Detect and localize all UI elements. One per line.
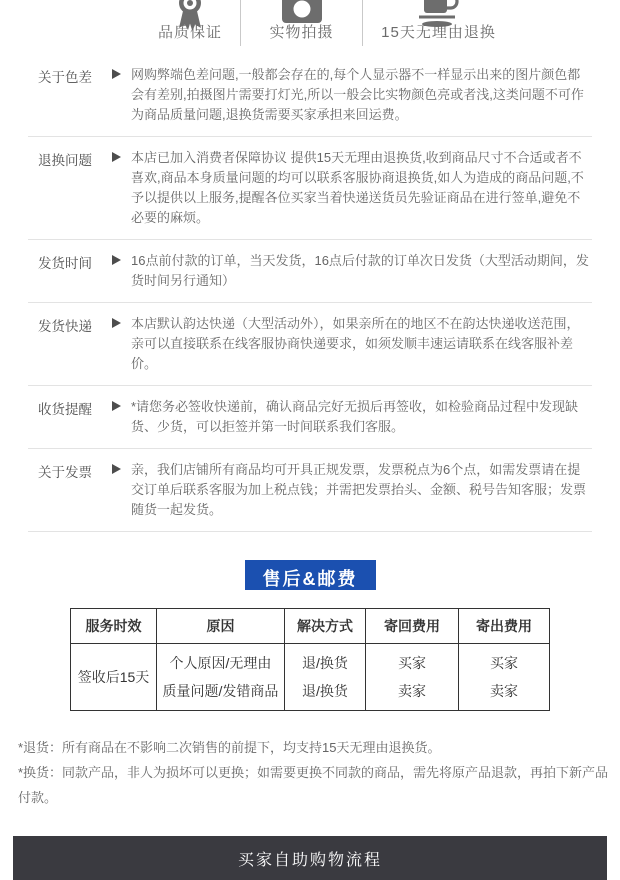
- cell-send-fee-1: 买家: [490, 655, 518, 671]
- cell-send-fee-2: 卖家: [490, 683, 518, 699]
- info-block-shipping-time: [28, 240, 592, 303]
- table-header-solution: 解决方式: [285, 609, 366, 644]
- cell-solution-1: 退/换货: [302, 655, 348, 671]
- note-exchange: *换货：同款产品，非人为损坏可以更换；如需要更换不同款的商品，需先将原产品退款，再拍下新产品付款。: [18, 765, 609, 805]
- info-block-label: 发货快递: [38, 319, 92, 334]
- aftersale-postage-header: 售后&邮费: [245, 560, 376, 590]
- info-block-text: 本店默认韵达快递（大型活动外），如果亲所在的地区不在韵达快递收送范围，亲可以直接联系在线客服协商快递要求，如须发顺丰速运请联系在线客服补差价。: [131, 316, 580, 371]
- arrow-icon: [112, 69, 121, 79]
- aftersale-table: [70, 608, 550, 711]
- feature-photo-label: 实物拍摄: [269, 24, 334, 41]
- notes: [18, 735, 610, 810]
- cell-reason-2: 质量问题/发错商品: [162, 683, 279, 699]
- feature-photo: [240, 0, 362, 46]
- coffee-cup-icon: [416, 0, 462, 19]
- info-block-label: 关于发票: [38, 465, 92, 480]
- info-block-color-difference: [28, 54, 592, 137]
- info-block-label: 发货时间: [38, 256, 92, 271]
- table-header-return-fee: 寄回费用: [366, 609, 459, 644]
- info-block-text: 16点前付款的订单，当天发货，16点后付款的订单次日发货（大型活动期间，发货时间另行通知）: [131, 253, 589, 288]
- table-body-row: [71, 644, 550, 711]
- feature-return: [362, 0, 514, 46]
- camera-icon: [280, 0, 324, 19]
- note-return: *退货：所有商品在不影响二次销售的前提下，均支持15天无理由退换货。: [18, 740, 441, 755]
- info-block-label: 收货提醒: [38, 402, 92, 417]
- arrow-icon: [112, 318, 121, 328]
- footer-bar: [13, 836, 607, 880]
- table-header-send-fee: 寄出费用: [459, 609, 550, 644]
- cell-timeframe: 签收后15天: [71, 644, 157, 711]
- feature-strip: [140, 0, 620, 46]
- info-block-text: 本店已加入消费者保障协议 提供15天无理由退换货,收到商品尺寸不合适或者不喜欢,商品本身质量问题的均可以联系客服协商退换货,如人为造成的商品问题,不予以提供以上服务,提醒各位买家当着快递送货员先验证商品在进行签单,避免不必要的麻烦。: [131, 150, 584, 225]
- cell-reason-1: 个人原因/无理由: [169, 655, 272, 671]
- cell-return-fee-1: 买家: [398, 655, 426, 671]
- medal-icon: [175, 0, 205, 19]
- feature-quality: [140, 0, 240, 46]
- feature-quality-label: 品质保证: [157, 24, 222, 41]
- info-block-text: 网购弊端色差问题,一般都会存在的,每个人显示器不一样显示出来的图片颜色都会有差别,拍摄图片需要打灯光,所以一般会比实物颜色亮或者浅,这类问题不可作为商品质量问题,退换货需要买家承担来回运费。: [131, 67, 584, 122]
- info-block-return-policy: [28, 137, 592, 240]
- arrow-icon: [112, 401, 121, 411]
- info-block-text: *请您务必签收快递前，确认商品完好无损后再签收，如检验商品过程中发现缺货、少货，可以拒签并第一时间联系我们客服。: [131, 399, 579, 434]
- table-header-reason: 原因: [157, 609, 285, 644]
- info-block-label: 退换问题: [38, 153, 92, 168]
- arrow-icon: [112, 152, 121, 162]
- cell-return-fee-2: 卖家: [398, 683, 426, 699]
- info-block-invoice: [28, 449, 592, 532]
- info-blocks: [28, 54, 592, 532]
- arrow-icon: [112, 255, 121, 265]
- table-header-timeframe: 服务时效: [71, 609, 157, 644]
- table-header-row: [71, 609, 550, 644]
- cell-solution-2: 退/换货: [302, 683, 348, 699]
- cell-reason: [157, 644, 285, 711]
- info-block-text: 亲，我们店铺所有商品均可开具正规发票，发票税点为6个点，如需发票请在提交订单后联系客服为加上税点钱；并需把发票抬头、金额、税号告知客服；发票随货一起发货。: [131, 462, 587, 517]
- cell-solution: [285, 644, 366, 711]
- info-block-label: 关于色差: [38, 70, 92, 85]
- cell-send-fee: [459, 644, 550, 711]
- cell-return-fee: [366, 644, 459, 711]
- arrow-icon: [112, 464, 121, 474]
- feature-return-label: 15天无理由退换: [381, 24, 496, 41]
- info-block-receipt-reminder: [28, 386, 592, 449]
- footer-bar-title: 买家自助购物流程: [237, 851, 382, 869]
- info-block-shipping-courier: [28, 303, 592, 386]
